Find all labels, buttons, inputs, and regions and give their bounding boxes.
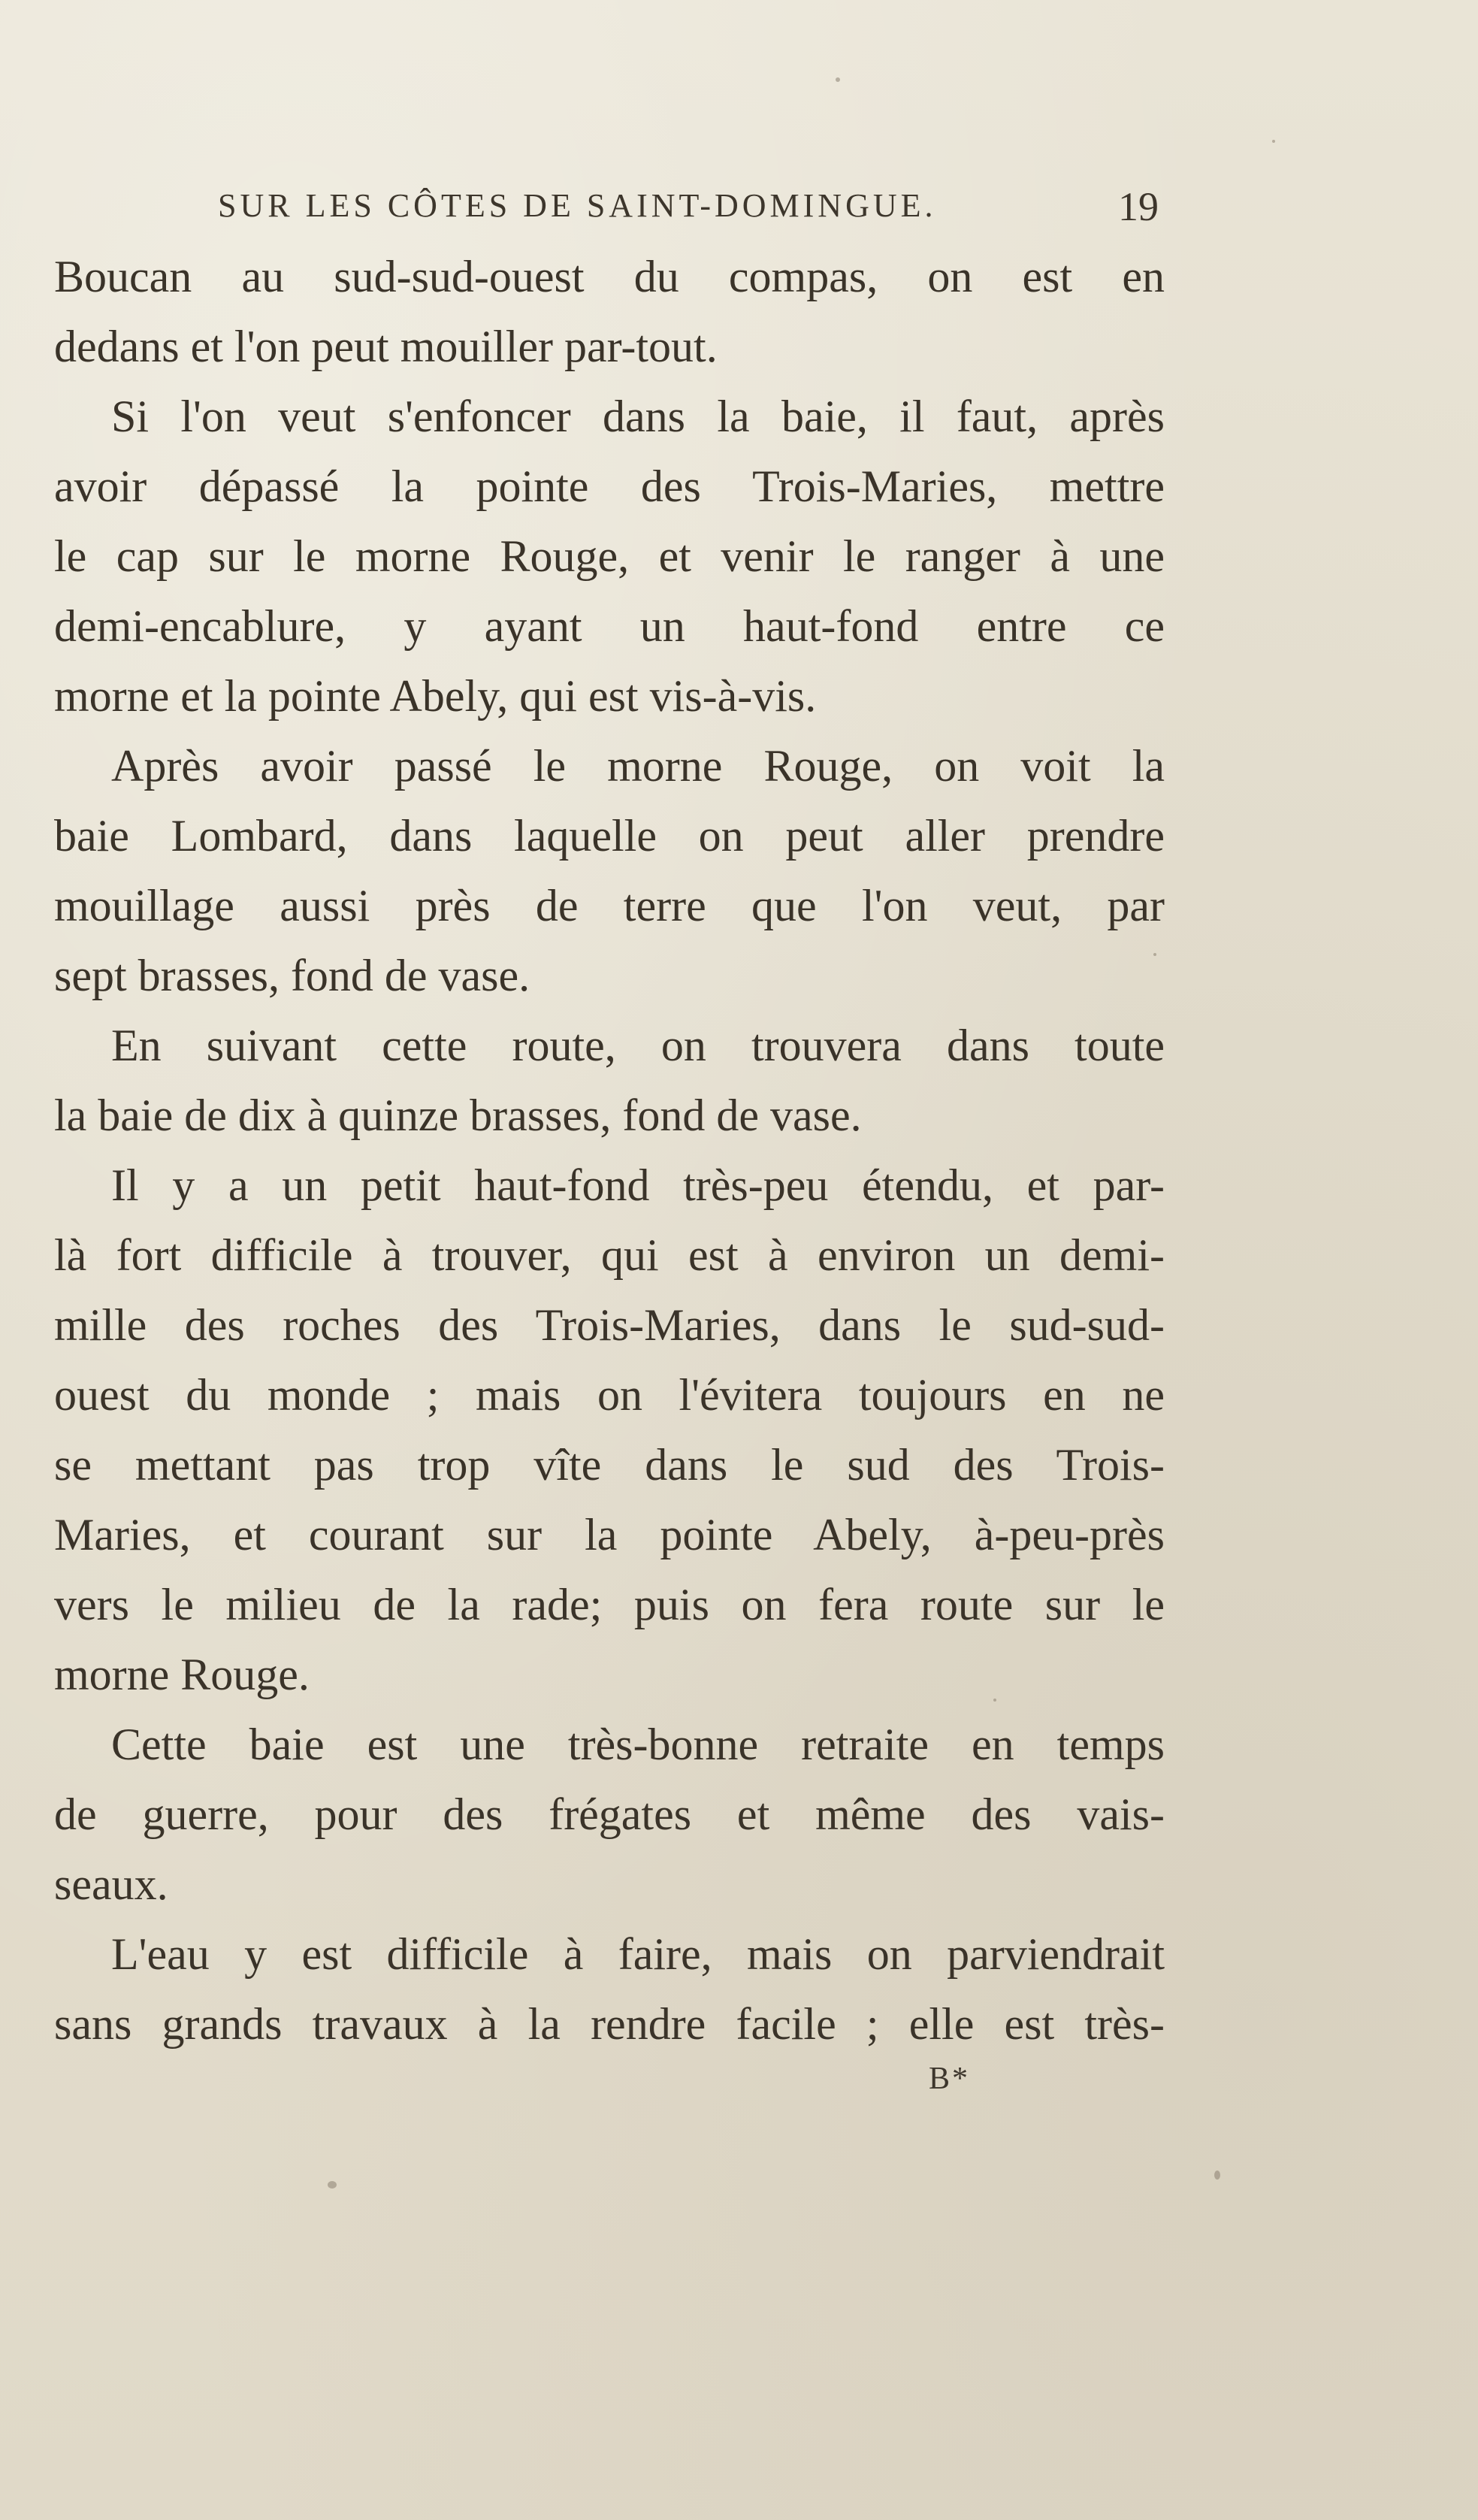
text-line: morne et la pointe Abely, qui est vis-à-vis. xyxy=(54,671,817,721)
text-line: dedans et l'on peut mouiller par-tout. xyxy=(54,322,718,371)
text-line: Cette baie est une très-bonne retraite en temps xyxy=(111,1720,1165,1769)
text-line: demi-encablure, y ayant un haut-fond entre ce xyxy=(54,601,1165,651)
text-line: vers le milieu de la rade; puis on fera route sur le xyxy=(54,1580,1165,1629)
running-head: SUR LES CÔTES DE SAINT-DOMINGUE. xyxy=(218,187,937,224)
text-line: Après avoir passé le morne Rouge, on voit la xyxy=(111,741,1165,791)
text-line: Si l'on veut s'enfoncer dans la baie, il faut, après xyxy=(111,392,1165,441)
paper-speck xyxy=(328,2181,337,2189)
text-line: Il y a un petit haut-fond très-peu étendu, et par- xyxy=(111,1160,1165,1210)
text-line: sans grands travaux à la rendre facile ; elle est très- xyxy=(54,1999,1165,2049)
paper-speck xyxy=(836,77,840,82)
text-line: avoir dépassé la pointe des Trois-Maries, mettre xyxy=(54,461,1165,511)
page-number: 19 xyxy=(1118,184,1159,229)
text-line: L'eau y est difficile à faire, mais on parviendrait xyxy=(111,1929,1165,1979)
page-header xyxy=(0,176,1478,236)
signature-mark: B* xyxy=(929,2062,971,2096)
text-line: de guerre, pour des frégates et même des vais- xyxy=(54,1789,1165,1839)
text-line: se mettant pas trop vîte dans le sud des Trois- xyxy=(54,1440,1165,1490)
text-line: la baie de dix à quinze brasses, fond de vase. xyxy=(54,1091,862,1140)
text-line: mouillage aussi près de terre que l'on veut, par xyxy=(54,881,1165,930)
paper-speck xyxy=(1272,140,1275,143)
text-line: Maries, et courant sur la pointe Abely, à-peu-près xyxy=(54,1510,1165,1559)
body-text xyxy=(54,242,1165,2059)
text-line: ouest du monde ; mais on l'évitera toujours en ne xyxy=(54,1370,1165,1420)
text-line: là fort difficile à trouver, qui est à environ un demi- xyxy=(54,1230,1165,1280)
text-line: mille des roches des Trois-Maries, dans le sud-sud- xyxy=(54,1300,1165,1350)
text-line: le cap sur le morne Rouge, et venir le ranger à une xyxy=(54,531,1165,581)
text-line: Boucan au sud-sud-ouest du compas, on est en xyxy=(54,252,1165,301)
text-line: En suivant cette route, on trouvera dans toute xyxy=(111,1021,1165,1070)
text-line: sept brasses, fond de vase. xyxy=(54,951,530,1000)
text-line: seaux. xyxy=(54,1859,168,1909)
text-line: baie Lombard, dans laquelle on peut aller prendre xyxy=(54,811,1165,861)
paper-speck xyxy=(1214,2171,1220,2180)
text-line: morne Rouge. xyxy=(54,1650,310,1699)
